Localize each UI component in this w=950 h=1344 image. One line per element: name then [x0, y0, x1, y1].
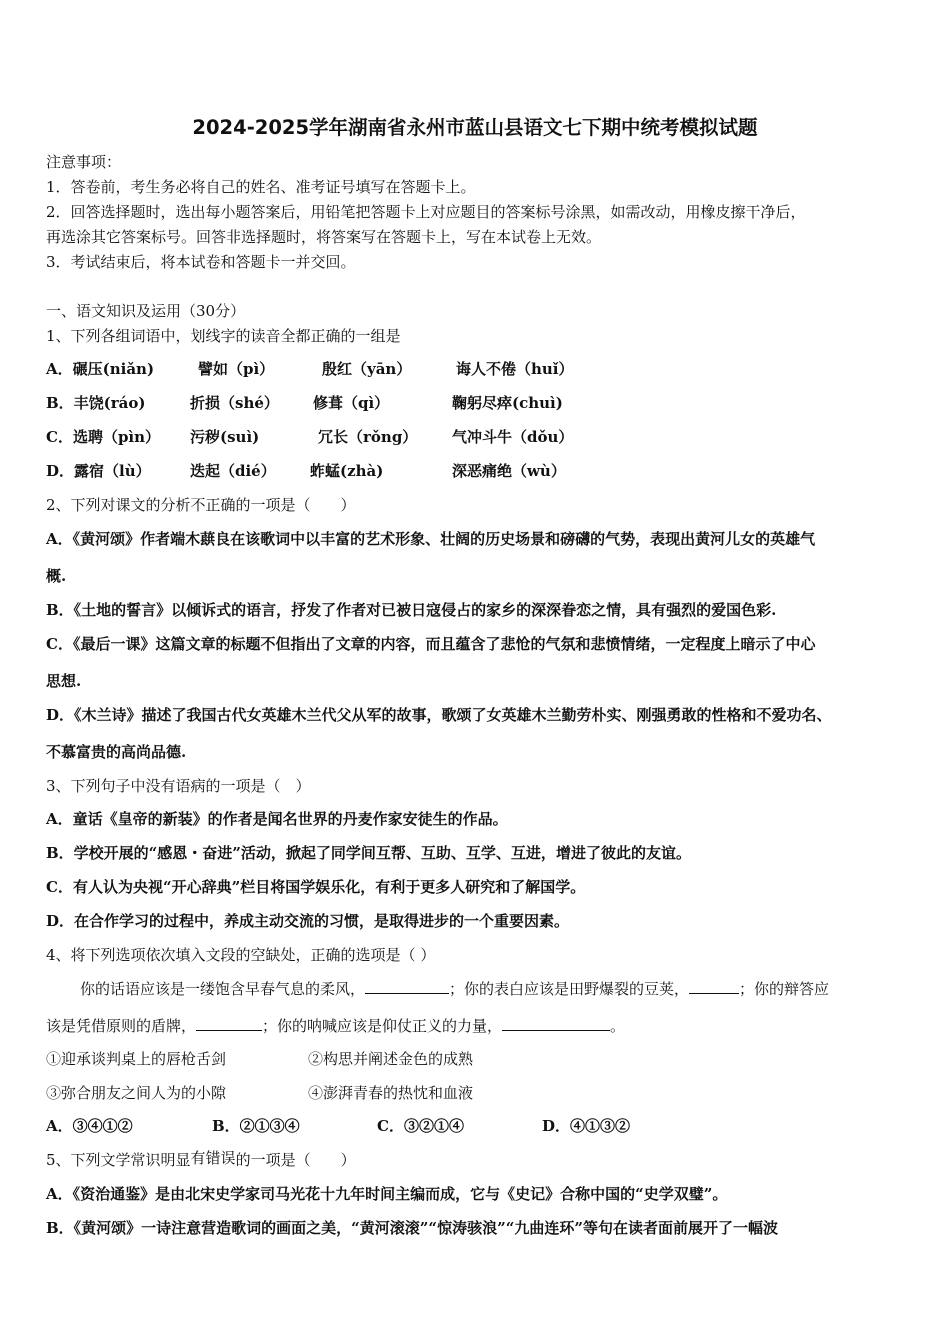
question-2-stem: 2、下列对课文的分析不正确的一项是（ ） [46, 496, 356, 514]
q1-option: 修葺（qì） [313, 394, 390, 412]
q1-option: 迭起（dié） [190, 462, 276, 480]
q4-item: ④澎湃青春的热忱和血液 [308, 1084, 474, 1102]
q1-option: 蚱蜢(zhà) [310, 462, 384, 480]
q3-option-d: D．在合作学习的过程中，养成主动交流的习惯，是取得进步的一个重要因素。 [46, 912, 570, 930]
q1-option: C．选聘（pìn） [46, 428, 161, 446]
q2-option-d: D．《木兰诗》描述了我国古代女英雄木兰代父从军的故事，歌颂了女英雄木兰勤劳朴实、刚强勇敢的性格和不爱功名、 [46, 706, 832, 724]
page-title: 2024-2025学年湖南省永州市蓝山县语文七下期中统考模拟试题 [192, 116, 758, 139]
q2-option-d-cont: 不慕富贵的高尚品德. [46, 743, 187, 761]
q2-option-c: C．《最后一课》这篇文章的标题不但指出了文章的内容，而且蕴含了悲怆的气氛和悲愤情绪，一定程度上暗示了中心 [46, 635, 816, 653]
q1-option: 譬如（pì） [198, 360, 275, 378]
q4-choice-a: A．③④①② [46, 1117, 133, 1135]
q1-option: 鞠躬尽瘁(chuì) [452, 394, 563, 412]
q5-option-a: A．《资治通鉴》是由北宋史学家司马光花十九年时间主编而成，它与《史记》合称中国的“史学双璧”。 [46, 1185, 728, 1203]
notice-item: 2．回答选择题时，选出每小题答案后，用铅笔把答题卡上对应题目的答案标号涂黑，如需改动，用橡皮擦干净后， [46, 203, 806, 221]
notice-heading: 注意事项： [46, 153, 122, 171]
q3-option-c: C．有人认为央视“开心辞典”栏目将国学娱乐化，有利于更多人研究和了解国学。 [46, 878, 586, 896]
q1-option: B．丰饶(ráo) [46, 394, 146, 412]
question-3-stem: 3、下列句子中没有语病的一项是（ ） [46, 777, 311, 795]
q2-option-a: A．《黄河颂》作者端木蕻良在该歌词中以丰富的艺术形象、壮阔的历史场景和磅礴的气势，表现出黄河儿女的英雄气 [46, 530, 816, 548]
q3-option-b: B．学校开展的“感恩・奋进”活动，掀起了同学间互帮、互助、互学、互进，增进了彼此的友谊。 [46, 844, 691, 862]
q1-option: 深恶痛绝（wù） [452, 462, 566, 480]
q3-option-a: A．童话《皇帝的新装》的作者是闻名世界的丹麦作家安徒生的作品。 [46, 810, 508, 828]
q4-item: ①迎承谈判桌上的唇枪舌剑 [46, 1050, 227, 1068]
q4-choice-d: D．④①③② [542, 1117, 631, 1135]
q1-option: 污秽(suì) [190, 428, 260, 446]
q2-option-b: B．《土地的誓言》以倾诉式的语言，抒发了作者对已被日寇侵占的家乡的深深眷恋之情，具有强烈的爱国色彩. [46, 601, 777, 619]
question-4-stem: 4、将下列选项依次填入文段的空缺处，正确的选项是（ ） [46, 946, 436, 964]
notice-item: 3．考试结束后，将本试卷和答题卡一并交回。 [46, 253, 356, 271]
question-1-stem: 1、下列各组词语中，划线字的读音全都正确的一组是 [46, 327, 401, 345]
blank-1[interactable] [365, 979, 449, 994]
q1-option: 殷红（yān） [322, 360, 412, 378]
q5-option-b: B．《黄河颂》一诗注意营造歌词的画面之美，“黄河滚滚”“惊涛骇浪”“九曲连环”等句在读者面前展开了一幅波 [46, 1219, 778, 1237]
emphasis-text: 有错误 [190, 1149, 236, 1167]
q2-option-c-cont: 思想. [46, 672, 82, 690]
q4-item: ③弥合朋友之间人为的小隙 [46, 1084, 227, 1102]
q4-choice-b: B．②①③④ [212, 1117, 300, 1135]
notice-item: 再选涂其它答案标号。回答非选择题时，将答案写在答题卡上，写在本试卷上无效。 [46, 228, 602, 246]
question-5-stem: 5、下列文学常识明显有错误的一项是（ ） [46, 1149, 356, 1169]
blank-3[interactable] [196, 1016, 262, 1031]
q4-choice-c: C．③②①④ [377, 1117, 464, 1135]
notice-item: 1．答卷前，考生务必将自己的姓名、准考证号填写在答题卡上。 [46, 178, 476, 196]
q1-option: 诲人不倦（huǐ） [456, 360, 574, 378]
q1-option: 气冲斗牛（dǒu） [452, 428, 574, 446]
q1-option: D．露宿（lù） [46, 462, 151, 480]
q1-option: 折损（shé） [190, 394, 279, 412]
q4-passage-line1: 你的话语应该是一缕饱含早春气息的柔风， ；你的表白应该是田野爆裂的豆荚， ；你的辩答应 [80, 980, 830, 998]
q4-passage-line2: 该是凭借原则的盾牌， ；你的呐喊应该是仰仗正义的力量， 。 [46, 1017, 626, 1035]
blank-2[interactable] [689, 979, 739, 994]
q1-option: 冗长（rǒng） [318, 428, 418, 446]
blank-4[interactable] [502, 1016, 610, 1031]
q1-option: A．碾压(niǎn) [46, 360, 155, 378]
q4-item: ②构思并阐述金色的成熟 [308, 1050, 474, 1068]
q2-option-a-cont: 概. [46, 567, 67, 585]
section-heading: 一、语文知识及运用（30分） [46, 302, 246, 320]
